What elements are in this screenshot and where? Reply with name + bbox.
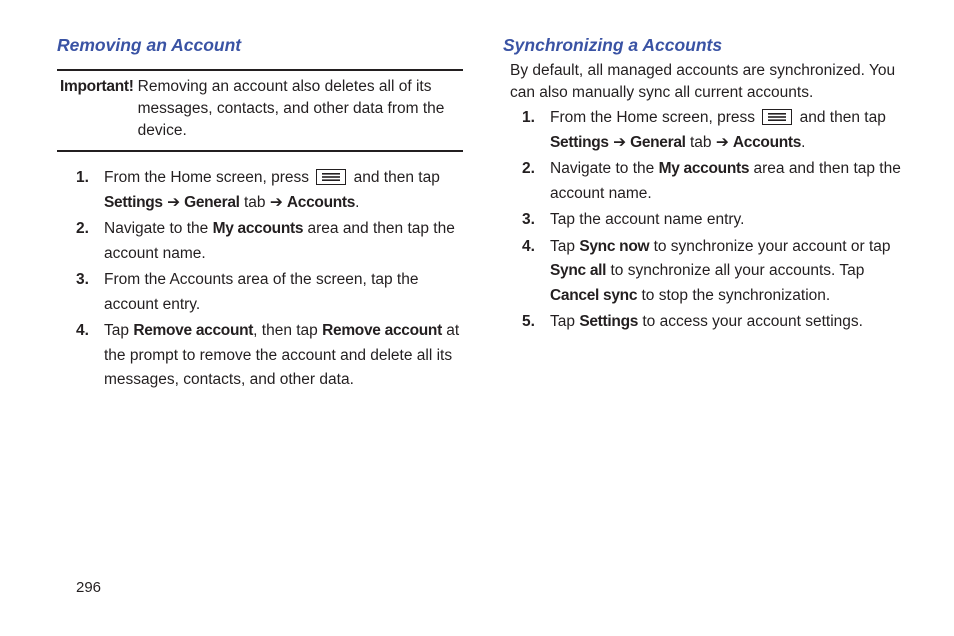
step-number: 2. <box>522 160 535 177</box>
list-item <box>57 319 463 393</box>
step-text: Tap Sync now to synchronize your account or tap Sync all to synchronize all your accounts. Tap Cancel sync to stop the synchronization. <box>550 237 891 304</box>
step-text: From the Home screen, press and then tap Settings ➔ General tab ➔ Accounts. <box>550 109 886 151</box>
step-number: 5. <box>522 313 535 330</box>
important-text: Removing an account also deletes all of its messages, contacts, and other data from the device. <box>137 78 445 139</box>
step-text: Navigate to the My accounts area and then tap the account name. <box>104 220 455 262</box>
step-number: 3. <box>522 211 535 228</box>
list-item <box>503 310 911 335</box>
list-item <box>503 106 911 155</box>
page-number: 296 <box>76 579 102 596</box>
list-item <box>503 208 911 233</box>
step-text: Tap Remove account, then tap Remove account at the prompt to remove the account and delete all its messages, contacts, and other data. <box>104 322 460 388</box>
list-item <box>57 166 463 215</box>
removal-steps <box>57 166 463 393</box>
arrow-icon: ➔ <box>715 133 729 151</box>
list-item <box>503 157 911 206</box>
left-column <box>57 32 463 395</box>
step-number: 4. <box>76 322 89 339</box>
step-number: 4. <box>522 237 535 255</box>
important-note <box>57 69 463 152</box>
list-item <box>503 235 911 309</box>
sync-steps <box>503 106 911 335</box>
menu-key-icon <box>316 169 346 185</box>
right-column <box>503 32 911 337</box>
step-number: 1. <box>76 169 89 186</box>
arrow-icon: ➔ <box>269 193 283 211</box>
important-label: Important! <box>60 78 134 95</box>
step-number: 1. <box>522 109 535 126</box>
step-text: Tap the account name entry. <box>550 211 745 228</box>
section-heading-synchronizing: Synchronizing a Accounts <box>503 35 723 55</box>
step-text: From the Home screen, press and then tap Settings ➔ General tab ➔ Accounts. <box>104 169 440 211</box>
list-item <box>57 268 463 317</box>
arrow-icon: ➔ <box>167 193 180 211</box>
list-item <box>57 217 463 266</box>
section-heading-removing-account: Removing an Account <box>57 35 242 55</box>
menu-key-icon <box>762 109 792 125</box>
step-number: 3. <box>76 271 89 288</box>
step-number: 2. <box>76 220 89 237</box>
arrow-icon: ➔ <box>613 133 626 151</box>
step-text: Tap Settings to access your account settings. <box>550 313 863 330</box>
intro-paragraph: By default, all managed accounts are synchronized. You can also manually sync all current accounts. <box>510 62 896 101</box>
step-text: Navigate to the My accounts area and then tap the account name. <box>550 160 901 202</box>
step-text: From the Accounts area of the screen, tap the account entry. <box>104 271 419 313</box>
